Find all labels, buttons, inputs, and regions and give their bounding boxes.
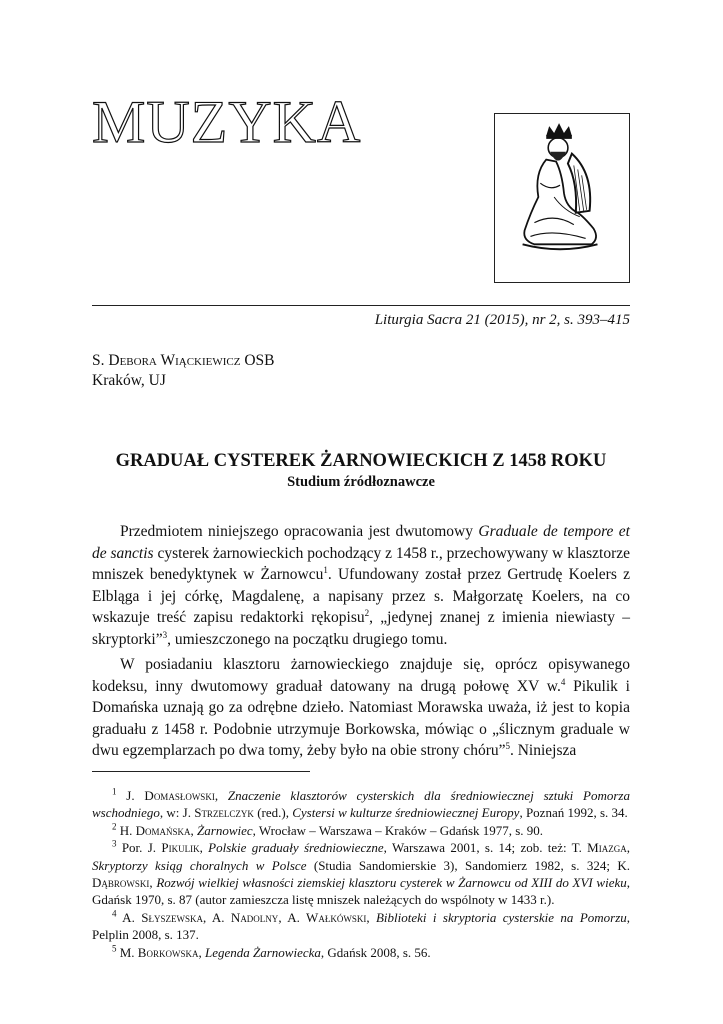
body-text bbox=[92, 521, 630, 766]
section-title: MUZYKA bbox=[92, 89, 362, 155]
footnotes bbox=[92, 787, 630, 961]
author-affiliation: Kraków, UJ bbox=[92, 372, 166, 389]
footnote-3: $^3$ Por. J. Pikulik, Polskie graduały średniowieczne, Warszawa 2001, s. 14; zob. też: T. Miazga, Skryptorzy ksiąg choralnych w Polsce (Studia Sandomierskie 3), Sandomierz 1982, s. 324; K. Dąbrowski, Rozwój wielkiej własności ziemskiej klasztoru cysterek w Żarnowcu od XIII do XVI wieku, Gdańsk 1970, s. 87 (autor zamieszcza listę mniszek należących do wspólnoty w 1433 r.). bbox=[92, 838, 631, 908]
footnote-1: $^1$ J. Domasłowski, Znaczenie klasztorów cysterskich dla średniowiecznej sztuki Pomorza wschodniego, w: J. Strzelczyk (red.), Cystersi w kulturze średniowiecznej Europy, Poznań 1992, s. 34. bbox=[92, 786, 630, 821]
emblem-illustration bbox=[494, 113, 630, 283]
footnote-divider bbox=[92, 771, 310, 772]
header-divider bbox=[92, 305, 630, 306]
author-name: S. Debora Wiąckiewicz OSB bbox=[92, 352, 275, 369]
paragraph-1: Przedmiotem niniejszego opracowania jest dwutomowy Graduale de tempore et de sanctis cysterek żarnowieckich pochodzący z 1458 r., przechowywany w klasztorze mniszek benedyktynek w Żarnowcu$^1$. Ufundowany został przez Gertrudę Koelers z Elbląga i jej córkę, Magdalenę, a napisany przez s. Małgorzatę Koelers, na co wskazuje treść zapisu redaktorki rękopisu$^2$, „jedynej znanej z imienia niewiasty – skryptorki”$^3$, umieszczonego na początku drugiego tomu. bbox=[92, 523, 631, 648]
article-subtitle: Studium źródłoznawcze bbox=[287, 474, 435, 490]
harpist-king-icon bbox=[495, 114, 629, 282]
paragraph-2: W posiadaniu klasztoru żarnowieckiego znajduje się, oprócz opisywanego kodeksu, inny dwutomowy graduał datowany na drugą połowę XV w.$^4$ Pikulik i Domańska uznają go za odrębne dzieło. Natomiast Morawska uważa, iż jest to kopia graduału z 1458 r. Podobnie utrzymuje Borkowska, mówiąc o „ślicznym graduale w dwu egzemplarzach po dwa tomy, żeby było na obie strony chóru”$^5$. Niniejsza bbox=[92, 656, 630, 759]
footnote-2: $^2$ H. Domańska, Żarnowiec, Wrocław – Warszawa – Kraków – Gdańsk 1977, s. 90. bbox=[112, 821, 544, 838]
article-title: GRADUAŁ CYSTEREK ŻARNOWIECKICH Z 1458 ROKU bbox=[115, 451, 607, 471]
footnote-5: $^5$ M. Borkowska, Legenda Żarnowiecka, Gdańsk 2008, s. 56. bbox=[112, 943, 431, 960]
journal-reference: Liturgia Sacra 21 (2015), nr 2, s. 393–415 bbox=[374, 312, 630, 328]
footnote-4: $^4$ A. Słyszewska, A. Nadolny, A. Wałkówski, Biblioteki i skryptoria cysterskie na Pomorzu, Pelplin 2008, s. 137. bbox=[92, 908, 631, 943]
